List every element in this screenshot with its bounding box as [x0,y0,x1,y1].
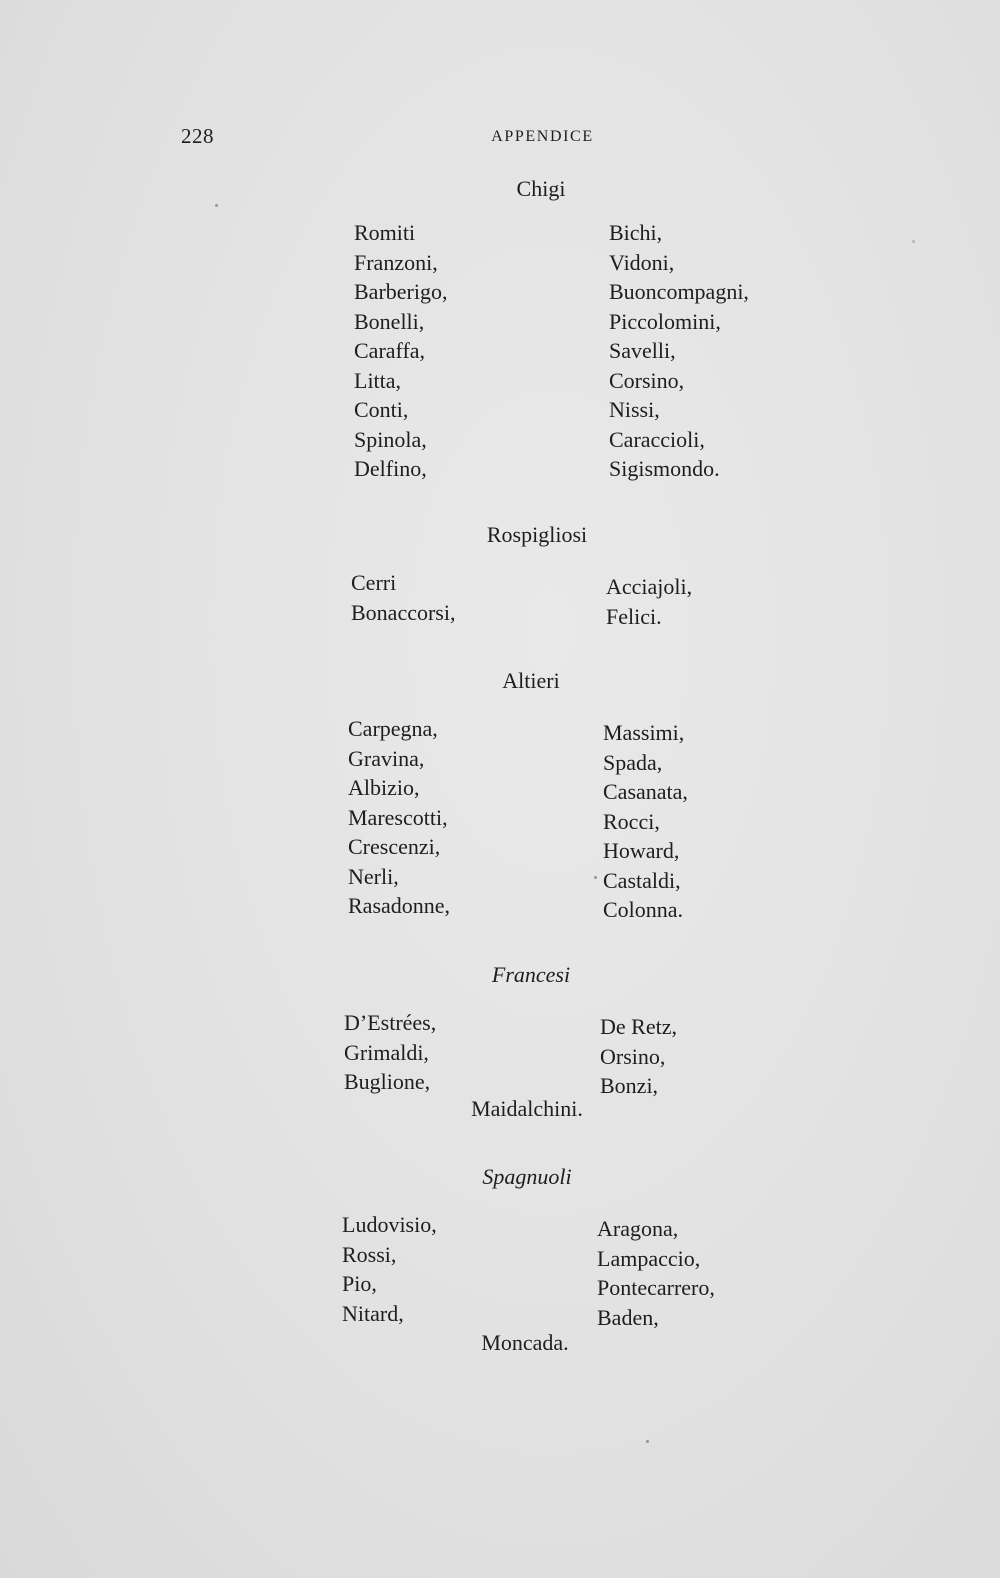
list-item: Savelli, [609,338,676,363]
list-item: Pontecarrero, [597,1275,715,1300]
list-item: Carpegna, [348,716,438,741]
page-number: 228 [181,124,214,148]
list-item: D’Estrées, [344,1010,437,1035]
list-item: Spinola, [354,426,427,452]
list-item: Acciajoli, [606,574,693,599]
list-item: Albizio, [348,775,420,800]
list-item: Sigismondo. [609,456,720,481]
list-item: Colonna. [603,897,684,922]
list-item: Nitard, [342,1300,404,1326]
list-item: Ludovisio, [342,1212,437,1237]
paper-speck [215,204,218,207]
list-item: Franzoni, [354,249,438,275]
list-item: Romiti [354,220,416,245]
page-header [0,124,1000,154]
list-item: Crescenzi, [348,834,441,859]
list-item: Rossi, [342,1241,397,1267]
section-title: Spagnuoli [482,1164,572,1189]
list-item: Litta, [354,367,402,393]
list-item: Massimi, [603,720,685,745]
section-title: Rospigliosi [486,522,588,547]
left-column [342,1210,437,1328]
list-item: Aragona, [597,1216,679,1241]
list-item: Rasadonne, [348,893,451,918]
left-column [351,568,455,627]
list-item: Bichi, [609,220,663,245]
list-item: Castaldi, [603,867,681,893]
list-item: Casanata, [603,779,688,804]
right-column [609,218,749,484]
list-item: Pio, [342,1271,377,1296]
list-item: Baden, [597,1304,659,1330]
list-item: Rocci, [603,808,660,834]
section-title: Francesi [491,962,571,987]
list-item: Caraccioli, [609,426,705,452]
paper-speck [646,1440,649,1443]
list-item: Lampaccio, [597,1245,701,1271]
list-item: Corsino, [609,367,685,393]
right-column [600,1012,677,1101]
list-item: Nissi, [609,397,660,422]
list-item: Cerri [351,570,397,595]
list-item: De Retz, [600,1014,677,1039]
left-column [344,1008,436,1097]
paper-speck [594,876,597,879]
left-column [354,218,447,484]
list-item: Gravina, [348,745,425,771]
right-column [606,572,692,631]
paper-speck [912,240,915,243]
list-item: Bonzi, [600,1073,659,1098]
list-item: Piccolomini, [609,308,721,334]
list-item: Conti, [354,397,409,422]
list-item: Caraffa, [354,338,426,363]
list-item: Vidoni, [609,249,675,275]
list-item: Bonaccorsi, [351,599,456,625]
trailing-name: Moncada. [481,1330,569,1355]
list-item: Spada, [603,749,663,775]
running-head: APPENDICE [491,128,594,145]
list-item: Nerli, [348,863,399,889]
list-item: Bonelli, [354,308,425,334]
list-item: Buglione, [344,1069,431,1094]
section-title: Altieri [502,668,560,693]
list-item: Marescotti, [348,804,448,830]
list-item: Barberigo, [354,279,448,304]
left-column [348,714,450,921]
list-item: Grimaldi, [344,1039,429,1065]
section-title: Chigi [516,176,566,201]
right-column [597,1214,715,1332]
right-column [603,718,688,925]
list-item: Orsino, [600,1043,666,1069]
list-item: Buoncompagni, [609,279,749,304]
list-item: Howard, [603,838,680,863]
trailing-name: Maidalchini. [471,1096,583,1121]
list-item: Delfino, [354,456,427,481]
list-item: Felici. [606,603,662,629]
